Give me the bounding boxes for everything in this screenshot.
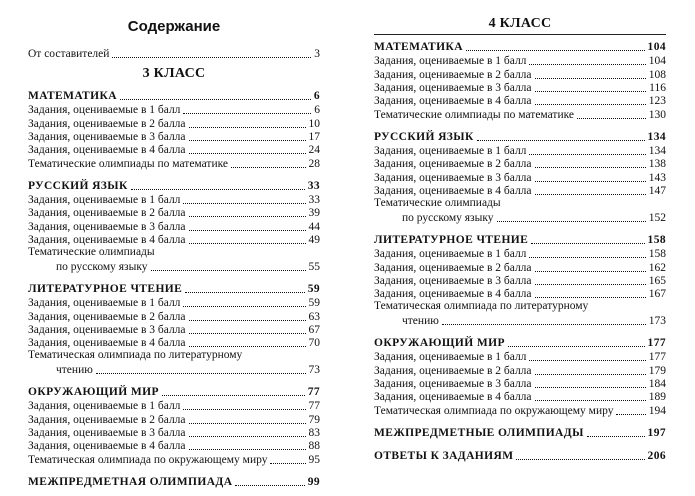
dot-leader [120, 99, 311, 100]
dot-leader [162, 395, 305, 396]
toc-entry [374, 144, 666, 158]
dot-leader [587, 436, 645, 437]
toc-page-number: 49 [308, 234, 320, 246]
toc-entry [28, 426, 320, 440]
toc-section-heading [28, 179, 320, 193]
dot-leader [189, 216, 306, 217]
toc-page-number: 130 [648, 108, 666, 121]
toc-entry [28, 296, 320, 310]
toc-entry [28, 399, 320, 413]
toc-entry [374, 81, 666, 95]
toc-entry [374, 287, 666, 301]
toc-page-number: 138 [648, 158, 666, 171]
toc-page-number: 44 [308, 220, 320, 233]
toc-page-number: 152 [648, 211, 666, 224]
toc-entry [28, 157, 320, 171]
dot-leader [189, 127, 306, 128]
toc-entry [28, 439, 320, 453]
toc-page-number: 67 [308, 323, 320, 336]
dot-leader [112, 57, 311, 58]
toc-page-number: 158 [648, 248, 666, 261]
toc-page-number: 55 [308, 260, 320, 273]
toc-entry [374, 390, 666, 404]
toc-section-heading [28, 89, 320, 103]
dot-leader [535, 91, 647, 92]
toc-section-heading [374, 40, 666, 54]
toc-entry-label: Задания, оцениваемые в 2 балла [374, 364, 532, 377]
toc-entry-label: Задания, оцениваемые в 3 балла [374, 274, 532, 287]
dot-leader [189, 346, 306, 347]
toc-entry [28, 193, 320, 207]
toc-entry-label: Задания, оцениваемые в 4 балла [28, 440, 186, 453]
toc-page-number: 206 [647, 450, 666, 463]
dot-leader [535, 194, 646, 195]
toc-page-number: 177 [648, 351, 666, 364]
toc-entry [28, 220, 320, 234]
toc-section-title: МАТЕМАТИКА [28, 90, 117, 102]
toc-page-number: 6 [313, 90, 320, 102]
toc-page-number: 177 [647, 337, 666, 349]
toc-page-number: 63 [308, 310, 320, 323]
toc-section-title: ОКРУЖАЮЩИЙ МИР [374, 337, 505, 349]
toc-page-number: 17 [308, 130, 320, 143]
dot-leader [529, 154, 645, 155]
toc-page-number: 24 [308, 144, 320, 157]
dot-leader [535, 284, 646, 285]
toc-entry [374, 364, 666, 378]
toc-entry-label: Задания, оцениваемые в 3 балла [28, 220, 186, 233]
dot-leader [529, 360, 645, 361]
toc-entry-label: Задания, оцениваемые в 1 балл [374, 145, 527, 158]
dot-leader [529, 257, 645, 258]
toc-entry [374, 157, 666, 171]
toc-page-number: 99 [307, 475, 320, 488]
toc-page-number: 39 [308, 207, 320, 220]
dot-leader [508, 346, 645, 347]
toc-entry-intro [28, 47, 320, 61]
toc-entry-label: Задания, оцениваемые в 2 балла [28, 207, 186, 220]
toc-page-number: 59 [308, 297, 320, 310]
toc-section-title: ЛИТЕРАТУРНОЕ ЧТЕНИЕ [28, 282, 183, 295]
toc-entry-label: Тематическая олимпиада по окружающему миру [374, 404, 614, 417]
toc-entry-continuation [374, 211, 666, 225]
toc-entry [28, 233, 320, 247]
toc-entry [374, 108, 666, 122]
toc-entry-label: Задания, оцениваемые в 1 балл [374, 351, 527, 364]
toc-entry-label: Задания, оцениваемые в 1 балл [374, 248, 527, 261]
toc-page-number: 179 [648, 364, 666, 377]
toc-section-title: МЕЖПРЕДМЕТНАЯ ОЛИМПИАДА [28, 475, 233, 488]
toc-entry-label: Задания, оцениваемые в 4 балла [374, 391, 532, 404]
toc-entry [374, 54, 666, 68]
toc-entry-label: Задания, оцениваемые в 4 балла [374, 185, 532, 197]
dot-leader [442, 324, 646, 325]
dot-leader [189, 449, 306, 450]
dot-leader [535, 78, 646, 79]
toc-entry-continuation [28, 260, 320, 274]
dot-leader [270, 463, 305, 464]
toc-entry [28, 323, 320, 337]
toc-entry-label: Тематические олимпиады [28, 246, 155, 259]
toc-page-number: 173 [648, 314, 666, 327]
dot-leader [535, 181, 646, 182]
toc-entry-label: по русскому языку [402, 211, 494, 224]
toc-entry-label: От составителей [28, 48, 110, 60]
dot-leader [96, 373, 306, 374]
dot-leader [183, 203, 305, 204]
toc-page-number: 189 [648, 391, 666, 404]
dot-leader [535, 387, 646, 388]
toc-entry [374, 274, 666, 288]
toc-page-number: 59 [307, 282, 320, 295]
dot-leader [189, 243, 306, 244]
toc-entry-label: Задания, оцениваемые в 1 балл [374, 55, 527, 68]
dot-leader [189, 320, 306, 321]
toc-entry [28, 130, 320, 144]
toc-entry-label: по русскому языку [56, 260, 148, 273]
toc-page-number: 104 [647, 41, 666, 53]
toc-entry-label: Задания, оцениваемые в 2 балла [28, 310, 186, 323]
toc-entry-continuation [374, 314, 666, 328]
toc-page-number: 79 [308, 413, 320, 426]
dot-leader [535, 400, 646, 401]
toc-page-number: 104 [648, 55, 666, 68]
dot-leader [497, 221, 646, 222]
toc-section-title: РУССКИЙ ЯЗЫК [374, 130, 474, 143]
dot-leader [183, 306, 305, 307]
toc-entry [374, 377, 666, 391]
toc-section-title: ОТВЕТЫ К ЗАДАНИЯМ [374, 450, 514, 463]
toc-entry [374, 68, 666, 82]
toc-page-number: 147 [648, 185, 666, 197]
toc-entry [28, 117, 320, 131]
toc-section-heading [28, 475, 320, 489]
toc-section-heading [374, 233, 666, 247]
dot-leader [189, 436, 306, 437]
toc-entry-label: Задания, оцениваемые в 3 балла [28, 426, 186, 439]
toc-section-heading [28, 282, 320, 296]
toc-entry [374, 404, 666, 418]
toc-section-title: МЕЖПРЕДМЕТНЫЕ ОЛИМПИАДЫ [374, 426, 584, 439]
toc-entry-label: Задания, оцениваемые в 2 балла [374, 158, 532, 171]
toc-entry [28, 206, 320, 220]
toc-section-title: МАТЕМАТИКА [374, 41, 463, 53]
toc-page-number: 10 [308, 117, 320, 130]
toc-section-title: ОКРУЖАЮЩИЙ МИР [28, 386, 159, 398]
grade-heading: 3 КЛАСС [142, 66, 206, 81]
dot-leader [535, 271, 646, 272]
toc-entry [374, 247, 666, 261]
dot-leader [535, 374, 646, 375]
toc-entry-label: Тематическая олимпиада по литературному [28, 349, 243, 362]
toc-page-number: 194 [648, 404, 666, 417]
toc-entry-label: чтению [56, 363, 93, 376]
toc-entry [28, 143, 320, 157]
toc-page-number: 162 [648, 261, 666, 274]
dot-leader [535, 297, 646, 298]
toc-entry-label: Тематическая олимпиада по литературному [374, 300, 589, 313]
toc-entry-label: Задания, оцениваемые в 4 балла [28, 144, 186, 157]
toc-entry-label: Задания, оцениваемые в 2 балла [28, 117, 186, 130]
dot-leader [577, 118, 646, 119]
toc-entry-label: чтению [402, 314, 439, 327]
toc-page-number: 88 [308, 440, 320, 453]
toc-entry-label: Задания, оцениваемые в 2 балла [374, 261, 532, 274]
toc-entry [374, 171, 666, 185]
toc-entry-label: Задания, оцениваемые в 2 балла [28, 413, 186, 426]
dot-leader [529, 64, 645, 65]
toc-page-number: 134 [647, 130, 666, 143]
dot-leader [531, 243, 644, 244]
top-rule [374, 34, 666, 35]
toc-page-number: 167 [648, 288, 666, 301]
toc-entry-label: Тематические олимпиады [374, 197, 501, 210]
toc-entry-label: Задания, оцениваемые в 3 балла [374, 377, 532, 390]
dot-leader [477, 140, 645, 141]
toc-entry-label: Тематическая олимпиада по окружающему миру [28, 453, 268, 466]
toc-page-number: 3 [314, 48, 320, 60]
toc-page-number: 77 [307, 386, 320, 398]
dot-leader [535, 167, 646, 168]
toc-page-number: 6 [314, 104, 320, 117]
toc-entry-label: Задания, оцениваемые в 4 балла [374, 288, 532, 301]
toc-page-number: 197 [647, 426, 666, 439]
toc-section-heading [374, 130, 666, 144]
toc-page-number: 184 [648, 377, 666, 390]
toc-entry-label: Задания, оцениваемые в 1 балл [28, 104, 181, 117]
toc-page-number: 143 [648, 171, 666, 184]
toc-page-number: 165 [648, 274, 666, 287]
dot-leader [516, 459, 644, 460]
dot-leader [466, 50, 645, 51]
toc-page-number: 33 [308, 194, 320, 207]
toc-page-number: 123 [648, 95, 666, 108]
toc-entry [28, 413, 320, 427]
toc-entry-label: Задания, оцениваемые в 4 балла [374, 95, 532, 108]
page-title: Содержание [127, 18, 221, 35]
toc-section-title: ЛИТЕРАТУРНОЕ ЧТЕНИЕ [374, 233, 529, 246]
toc-page-number: 28 [308, 157, 320, 170]
toc-entry [28, 453, 320, 467]
dot-leader [231, 167, 305, 168]
toc-page-number: 33 [307, 179, 320, 192]
toc-entry [28, 336, 320, 350]
grade-heading: 4 КЛАСС [488, 16, 552, 31]
dot-leader [131, 189, 305, 190]
toc-entry-label: Задания, оцениваемые в 4 балла [28, 337, 186, 350]
toc-entry-label: Задания, оцениваемые в 3 балла [374, 171, 532, 184]
dot-leader [183, 409, 305, 410]
dot-leader [616, 414, 645, 415]
toc-entry [28, 103, 320, 117]
dot-leader [189, 423, 306, 424]
toc-entry-label: Задания, оцениваемые в 3 балла [28, 323, 186, 336]
toc-page-number: 70 [308, 337, 320, 350]
toc-entry [374, 184, 666, 198]
toc-page-number: 158 [647, 233, 666, 246]
dot-leader [535, 104, 646, 105]
toc-page-number: 77 [308, 400, 320, 413]
toc-page-number: 73 [308, 363, 320, 376]
toc-section-heading [374, 426, 666, 440]
toc-page-number: 116 [649, 81, 666, 94]
toc-page-number: 95 [308, 453, 320, 466]
toc-section-heading [28, 385, 320, 399]
dot-leader [151, 270, 306, 271]
toc-entry-continuation [28, 363, 320, 377]
dot-leader [185, 292, 304, 293]
toc-entry-label: Тематические олимпиады по математике [28, 157, 229, 170]
toc-section-heading [374, 336, 666, 350]
toc-page-number: 134 [648, 145, 666, 158]
toc-entry-label: Задания, оцениваемые в 2 балла [374, 68, 532, 81]
toc-entry-label: Задания, оцениваемые в 3 балла [374, 81, 532, 94]
toc-entry-label: Тематические олимпиады по математике [374, 108, 575, 121]
toc-page-number: 83 [308, 426, 320, 439]
toc-entry-label: Задания, оцениваемые в 4 балла [28, 234, 186, 246]
toc-section-title: РУССКИЙ ЯЗЫК [28, 179, 128, 192]
toc-section-heading [374, 449, 666, 463]
dot-leader [235, 485, 304, 486]
toc-entry-label: Задания, оцениваемые в 1 балл [28, 400, 181, 413]
toc-entry-label: Задания, оцениваемые в 3 балла [28, 130, 186, 143]
toc-entry-label: Задания, оцениваемые в 1 балл [28, 297, 181, 310]
toc-entry [28, 310, 320, 324]
dot-leader [189, 153, 306, 154]
toc-entry-label: Задания, оцениваемые в 1 балл [28, 194, 181, 207]
toc-entry [374, 350, 666, 364]
toc-entry [374, 261, 666, 275]
dot-leader [189, 333, 306, 334]
dot-leader [189, 230, 306, 231]
toc-page-number: 108 [648, 68, 666, 81]
dot-leader [189, 140, 306, 141]
toc-entry [374, 94, 666, 108]
dot-leader [183, 113, 311, 114]
